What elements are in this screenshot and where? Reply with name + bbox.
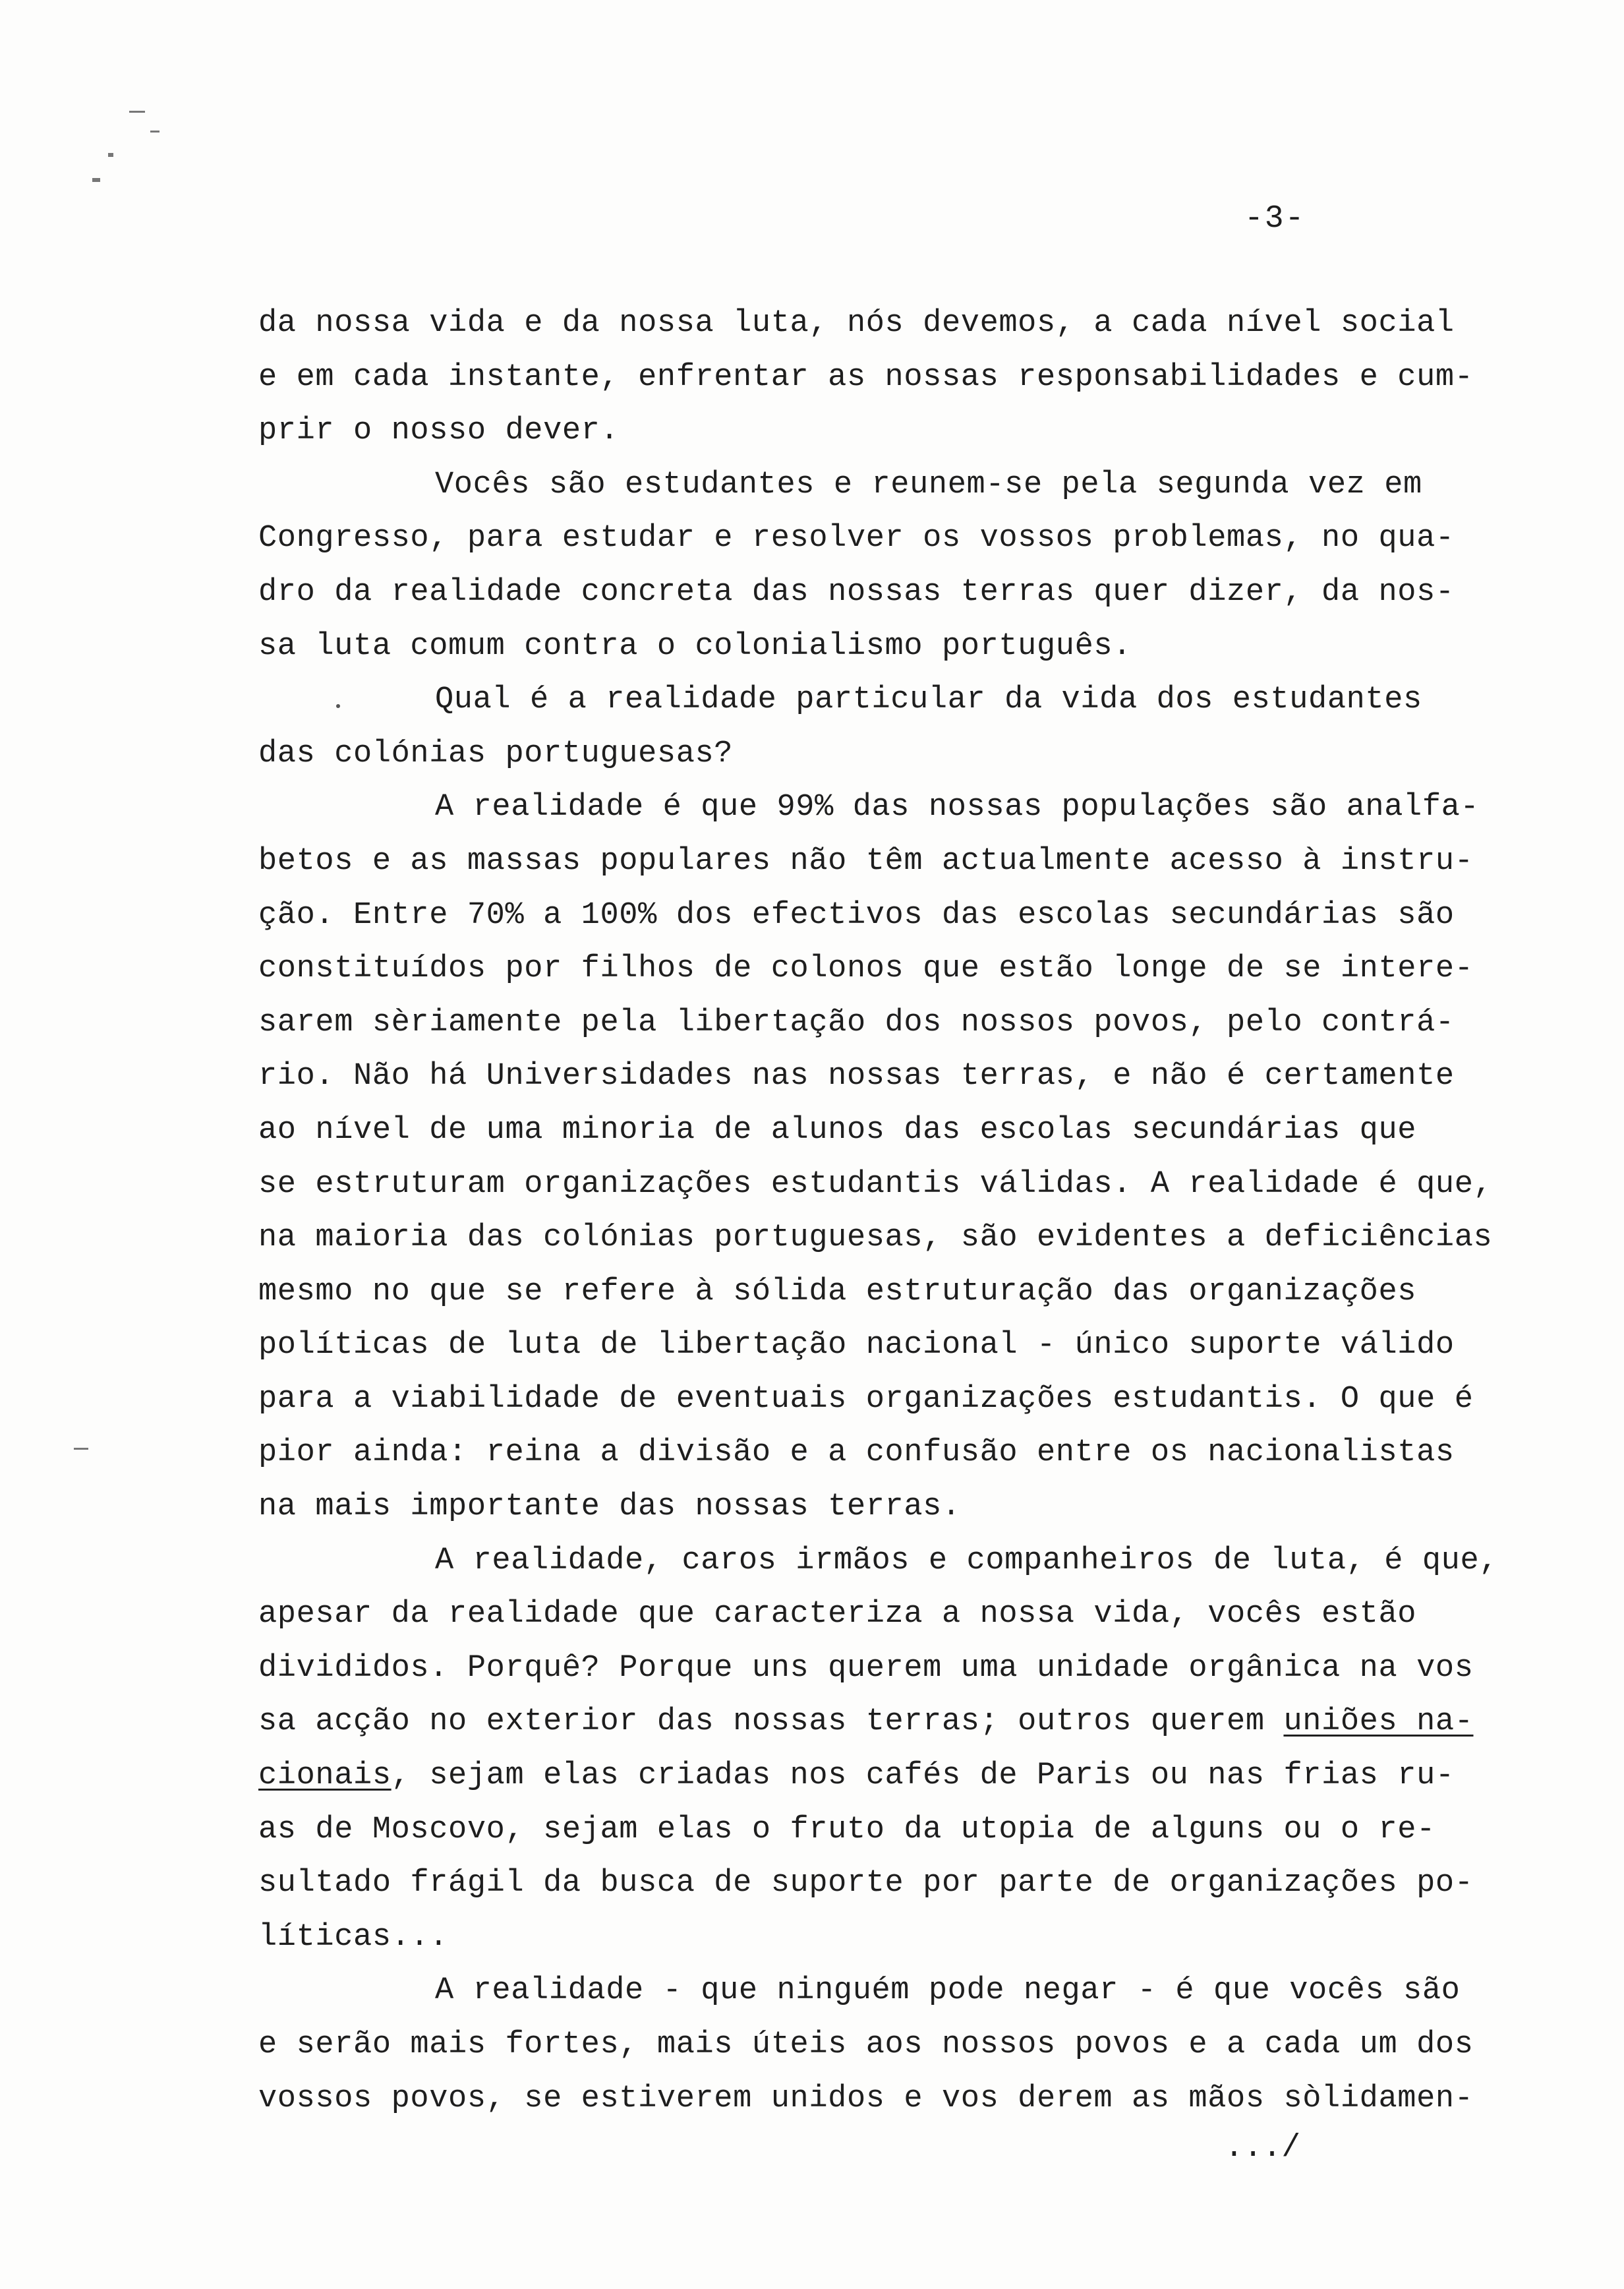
text-line: constituídos por filhos de colonos que estão longe de se intere- bbox=[258, 951, 1474, 987]
underlined-text: cionais bbox=[258, 1758, 392, 1794]
paragraph-start-line: A realidade - que ninguém pode negar - é que vocês são bbox=[435, 1973, 1461, 2009]
text-line: da nossa vida e da nossa luta, nós devemos, a cada nível social bbox=[258, 306, 1455, 341]
body-text bbox=[258, 297, 1524, 2126]
text-line: sultado frágil da busca de suporte por parte de organizações po- bbox=[258, 1866, 1474, 1901]
text-line: apesar da realidade que caracteriza a nossa vida, vocês estão bbox=[258, 1597, 1417, 1632]
paragraph-start-line: Qual é a realidade particular da vida dos estudantes bbox=[435, 682, 1422, 718]
text-line: e em cada instante, enfrentar as nossas responsabilidades e cum- bbox=[258, 359, 1474, 395]
text-line: líticas... bbox=[258, 1919, 449, 1955]
text-line: betos e as massas populares não têm actualmente acesso à instru- bbox=[258, 843, 1474, 879]
text-line: para a viabilidade de eventuais organizações estudantis. O que é bbox=[258, 1381, 1474, 1417]
continuation-mark: .../ bbox=[1225, 2130, 1301, 2166]
text-line: dro da realidade concreta das nossas terras quer dizer, da nos- bbox=[258, 574, 1455, 610]
text-line: sa luta comum contra o colonialismo português. bbox=[258, 628, 1132, 664]
text-line: vossos povos, se estiverem unidos e vos derem as mãos sòlidamen- bbox=[258, 2081, 1474, 2116]
text-line: e serão mais fortes, mais úteis aos nossos povos e a cada um dos bbox=[258, 2027, 1474, 2062]
text-line: divididos. Porquê? Porque uns querem uma unidade orgânica na vos bbox=[258, 1650, 1474, 1686]
text-line: na maioria das colónias portuguesas, são evidentes a deficiências bbox=[258, 1220, 1493, 1256]
text-line: mesmo no que se refere à sólida estruturação das organizações bbox=[258, 1274, 1417, 1309]
margin-speck bbox=[108, 153, 113, 157]
text-line: ção. Entre 70% a 100% dos efectivos das escolas secundárias são bbox=[258, 897, 1455, 933]
text-line: das colónias portuguesas? bbox=[258, 736, 734, 771]
page-number: -3- bbox=[1244, 201, 1306, 237]
margin-speck bbox=[150, 131, 160, 133]
text-line: sarem sèriamente pela libertação dos nossos povos, pelo contrá- bbox=[258, 1005, 1455, 1040]
underlined-text: uniões na- bbox=[1283, 1704, 1474, 1740]
text-line: as de Moscovo, sejam elas o fruto da utopia de alguns ou o re- bbox=[258, 1812, 1436, 1847]
text-line bbox=[258, 1695, 1524, 1749]
text-line: Congresso, para estudar e resolver os vossos problemas, no qua- bbox=[258, 521, 1455, 556]
text-segment: sa acção no exterior das nossas terras; outros querem bbox=[258, 1704, 1284, 1740]
text-line: ao nível de uma minoria de alunos das escolas secundárias que bbox=[258, 1112, 1417, 1148]
margin-speck bbox=[92, 178, 100, 182]
paragraph-start-line: A realidade é que 99% das nossas populações são analfa- bbox=[435, 790, 1480, 825]
margin-speck bbox=[74, 1448, 88, 1450]
margin-dot-mark bbox=[336, 704, 340, 708]
text-line: rio. Não há Universidades nas nossas terras, e não é certamente bbox=[258, 1059, 1455, 1094]
text-line: na mais importante das nossas terras. bbox=[258, 1489, 961, 1525]
text-line: prir o nosso dever. bbox=[258, 413, 620, 449]
text-segment: , sejam elas criadas nos cafés de Paris ou nas frias ru- bbox=[391, 1758, 1455, 1794]
text-line bbox=[258, 1749, 1524, 1803]
paragraph-start-line: A realidade, caros irmãos e companheiros de luta, é que, bbox=[435, 1543, 1499, 1578]
text-line: políticas de luta de libertação nacional - único suporte válido bbox=[258, 1328, 1455, 1363]
paragraph-start-line: Vocês são estudantes e reunem-se pela segunda vez em bbox=[435, 467, 1422, 502]
margin-speck bbox=[129, 111, 145, 113]
text-line: pior ainda: reina a divisão e a confusão entre os nacionalistas bbox=[258, 1435, 1455, 1471]
text-line: se estruturam organizações estudantis válidas. A realidade é que, bbox=[258, 1166, 1493, 1202]
